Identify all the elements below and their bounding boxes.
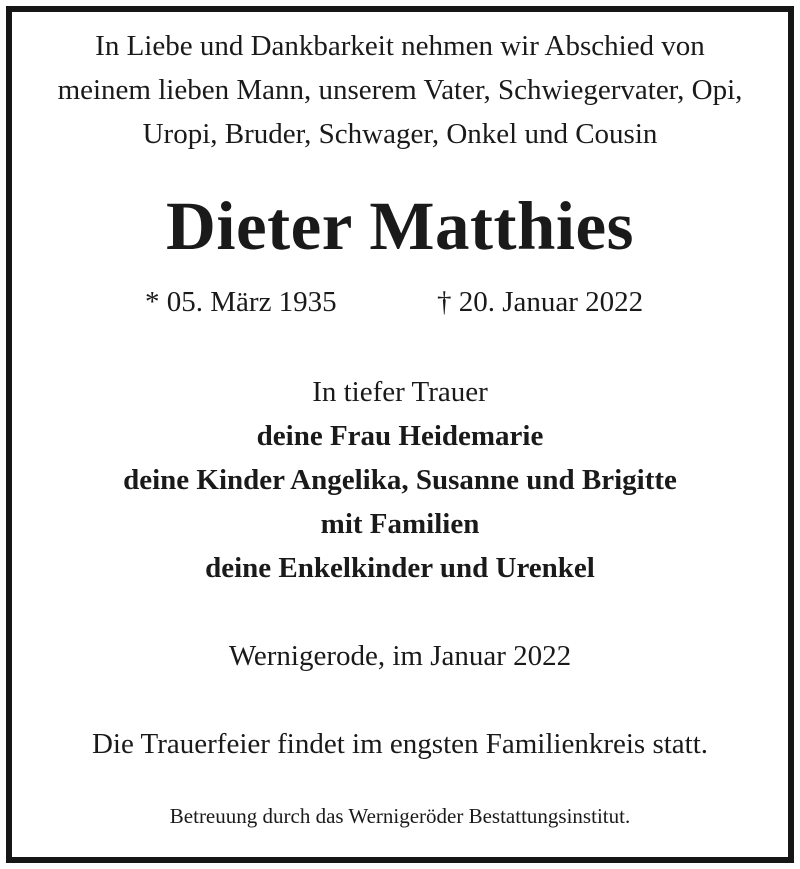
intro-line-1: In Liebe und Dankbarkeit nehmen wir Abschied von xyxy=(95,30,705,62)
intro-line-3: Uropi, Bruder, Schwager, Onkel und Cousin xyxy=(142,118,658,150)
birth-date: * 05. März 1935 xyxy=(145,286,337,318)
place-date: Wernigerode, im Januar 2022 xyxy=(228,640,572,672)
intro-line-2: meinem lieben Mann, unserem Vater, Schwiegervater, Opi, xyxy=(57,74,743,106)
funeral-note: Die Trauerfeier findet im engsten Familienkreis statt. xyxy=(91,728,709,760)
mourner-line-1: deine Frau Heidemarie xyxy=(256,420,544,452)
mourner-line-2: deine Kinder Angelika, Susanne und Brigitte xyxy=(123,464,677,496)
death-date: † 20. Januar 2022 xyxy=(437,286,644,318)
deceased-name: Dieter Matthies xyxy=(166,188,634,264)
mourning-intro: In tiefer Trauer xyxy=(312,376,488,408)
undertaker-note: Betreuung durch das Wernigeröder Bestattungsinstitut. xyxy=(169,804,631,828)
mourner-line-4: deine Enkelkinder und Urenkel xyxy=(205,552,595,584)
mourner-line-3: mit Familien xyxy=(320,508,480,540)
